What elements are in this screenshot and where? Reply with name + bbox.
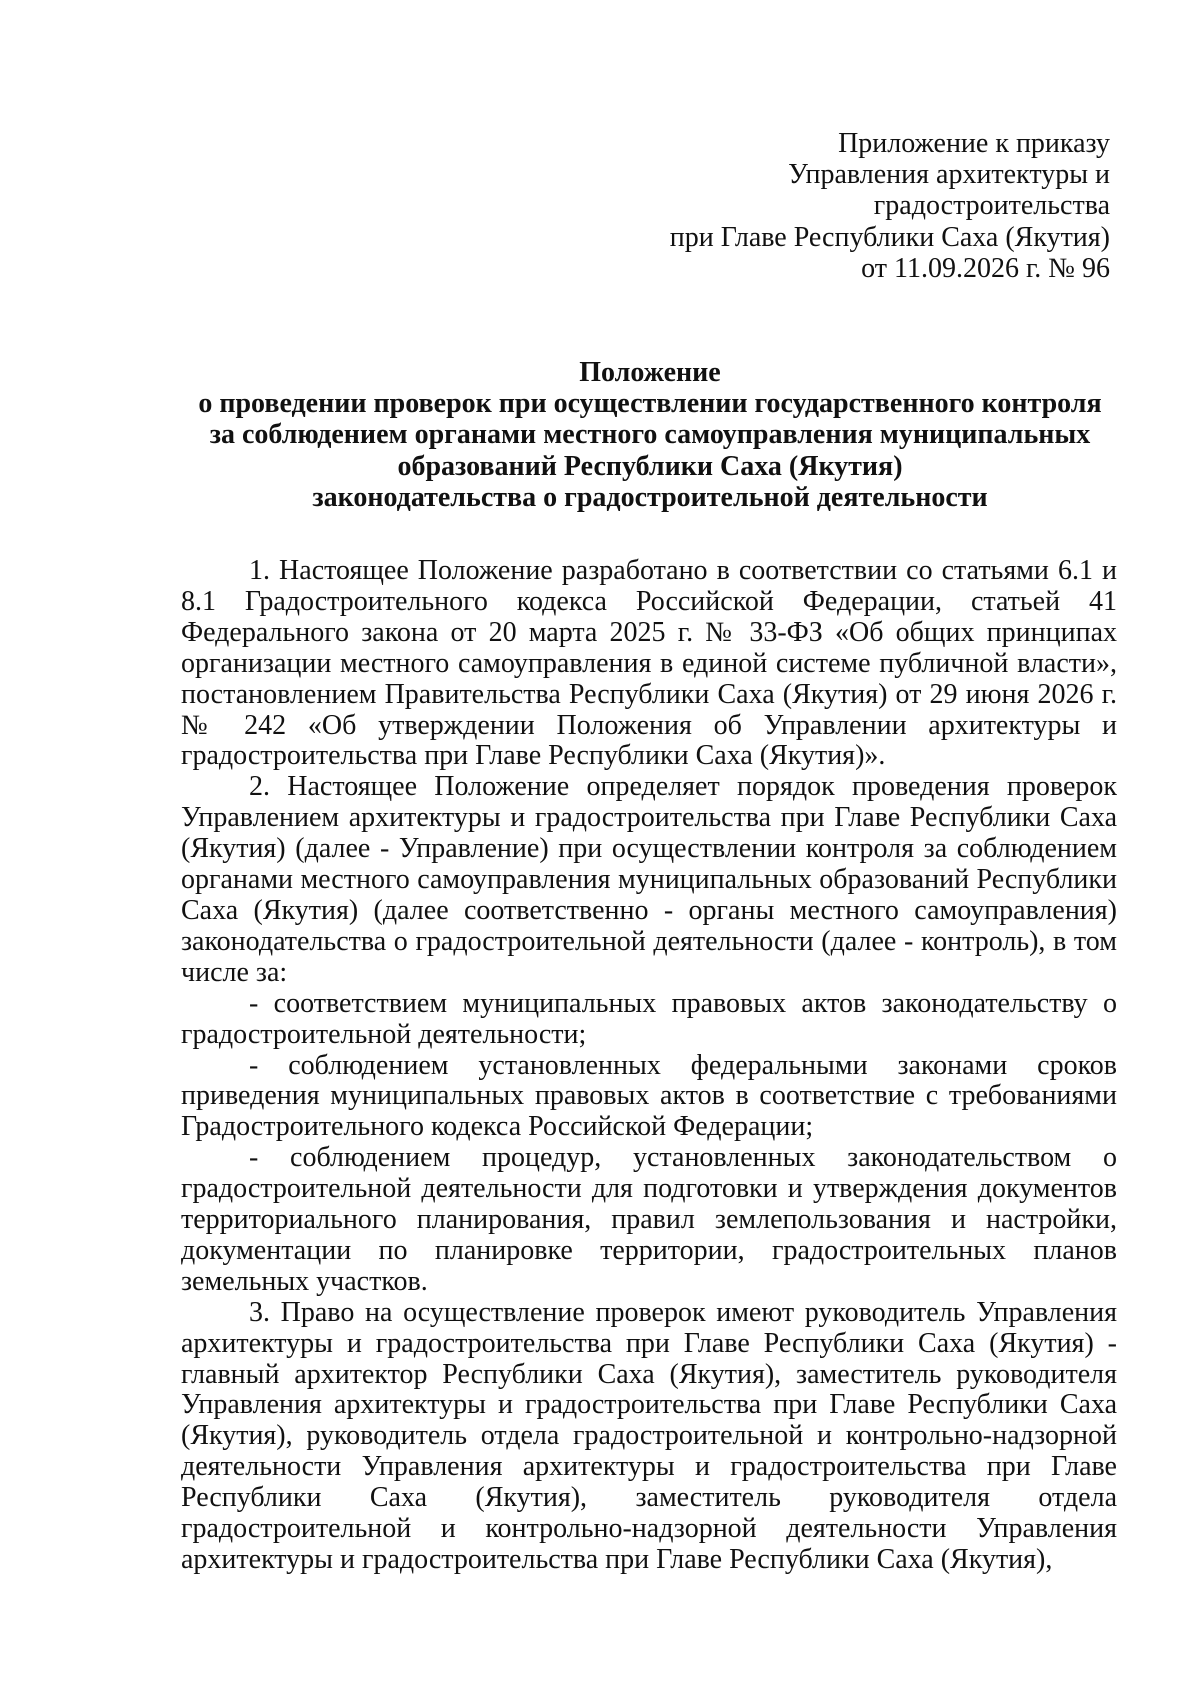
appendix-header [510, 128, 1110, 284]
list-item: - соответствием муниципальных правовых актов законодательству о градостроительной деятельности; [181, 987, 1117, 1050]
appendix-line: Управления архитектуры и [788, 159, 1110, 191]
appendix-line: Приложение к приказу [838, 128, 1110, 159]
title-line: законодательства о градостроительной деятельности [312, 481, 988, 513]
title-line: о проведении проверок при осуществлении государственного контроля [198, 388, 1102, 420]
title-line: Положение [579, 357, 721, 388]
paragraph-3: 3. Право на осуществление проверок имеют руководитель Управления архитектуры и градостроительства при Главе Республики Саха (Якутия) - главный архитектор Республики Саха (Якутия), заместитель руководителя Управления архитектуры и градостроительства при Главе Республики Саха (Якутия), руководитель отдела градостроительной и контрольно-надзорной деятельности Управления архитектуры и градостроительства при Главе Республики Саха (Якутия), заместитель руководителя отдела градостроительной и контрольно-надзорной деятельности Управления архитектуры и градостроительства при Главе Республики Саха (Якутия), [181, 1296, 1117, 1575]
list-item: - соблюдением процедур, установленных законодательством о градостроительной деятельности для подготовки и утверждения документов территориального планирования, правил землепользования и настройки, документации по планировке территории, градостроительных планов земельных участков. [181, 1142, 1117, 1297]
paragraph-1: 1. Настоящее Положение разработано в соответствии со статьями 6.1 и 8.1 Градостроительного кодекса Российской Федерации, статьей 41 Федерального закона от 20 марта 2025 г. № 33-ФЗ «Об общих принципах организации местного самоуправления в единой системе публичной власти», постановлением Правительства Республики Саха (Якутия) от 29 июня 2026 г. № 242 «Об утверждении Положения об Управлении архитектуры и градостроительства при Главе Республики Саха (Якутия)». [181, 555, 1117, 772]
appendix-line: при Главе Республики Саха (Якутия) [669, 221, 1110, 253]
document-body [181, 556, 1117, 1576]
list-item: - соблюдением установленных федеральными законами сроков приведения муниципальных правовых актов в соответствие с требованиями Градостроительного кодекса Российской Федерации; [181, 1049, 1117, 1143]
title-line: образований Республики Саха (Якутия) [397, 450, 903, 482]
appendix-line: градостроительства [873, 190, 1110, 222]
title-line: за соблюдением органами местного самоуправления муниципальных [209, 419, 1091, 451]
document-title [150, 357, 1150, 513]
appendix-date-line: от 11.09.2026 г. № 96 [861, 252, 1110, 284]
paragraph-2: 2. Настоящее Положение определяет порядок проведения проверок Управлением архитектуры и градостроительства при Главе Республики Саха (Якутия) (далее - Управление) при осуществлении контроля за соблюдением органами местного самоуправления муниципальных образований Республики Саха (Якутия) (далее соответственно - органы местного самоуправления) законодательства о градостроительной деятельности (далее - контроль), в том числе за: [181, 771, 1117, 988]
